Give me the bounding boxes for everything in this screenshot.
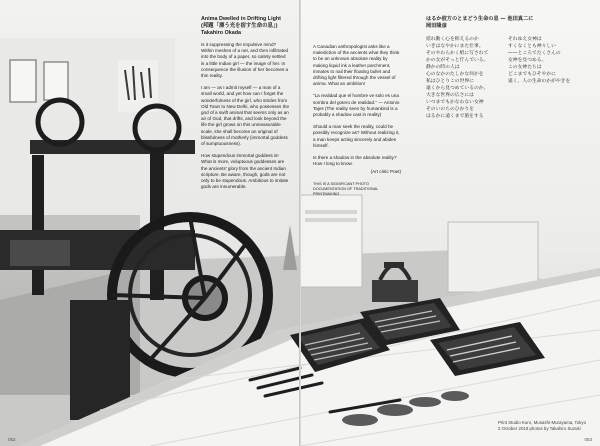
jp-line: 大きな世界の広さには bbox=[426, 93, 474, 98]
jp-essay-column-right bbox=[508, 36, 582, 120]
jp-line: 私はひとりこの世界に bbox=[426, 79, 474, 84]
jp-line: はるかに遠くまで旅をする bbox=[426, 114, 484, 119]
jp-line: 揺れ動く心を抑えるのか bbox=[426, 37, 479, 42]
essay-signature: (Art critic Poet) bbox=[370, 169, 401, 175]
jp-line: 心のなかのたしかな何かを bbox=[426, 72, 484, 77]
cabinet bbox=[448, 222, 538, 292]
jp-line: 女神を見つめる。 bbox=[508, 58, 547, 63]
framed-print-2 bbox=[44, 62, 68, 100]
essay-question-2: Is there a shadow in the absolute reality? How I long to know. bbox=[313, 155, 397, 167]
jp-line: どこまでもひそやかに bbox=[508, 72, 556, 77]
page-number-left: 052 bbox=[8, 437, 16, 442]
jp-line: すくなくとも神々しい bbox=[508, 44, 556, 49]
jp-line: いきはなやかにまた仕事。 bbox=[426, 44, 484, 49]
photo-credit bbox=[498, 420, 594, 432]
jp-line: 遠くから見つめているのか。 bbox=[426, 86, 489, 91]
essay-quote-intro: A Canadian anthropologist asks like a malediction of the ancients what they think to be an unknown absolute reality by making liquid ink a leather parchment, inmates to nail their floating bullet and drifting light filtered through the vessel of anima. What an ambition! bbox=[313, 44, 400, 87]
jp-line: 遠く、人の生命のかがやきを bbox=[508, 79, 571, 84]
traffic-cone bbox=[283, 225, 297, 270]
english-essay-left bbox=[201, 16, 289, 196]
essay-title: Anima Dwelled in Drifting Light bbox=[201, 16, 281, 22]
jp-line: そのやわらかく紙に写されて bbox=[426, 51, 489, 56]
credit-line-1: Print Studio Kuro, Musashi-Murayama, Tokyo bbox=[498, 420, 587, 425]
heater-unit bbox=[300, 195, 362, 287]
jp-line: それゆえ女神は bbox=[508, 37, 542, 42]
essay-author: Takahiro Okada bbox=[201, 30, 242, 36]
essay-paragraph-1: Is it suppressing the impulsive mind? Within meshes of a net, and then infiltrated into the body of a paper, so calmly settled is a little Indian girl — the image of her. In consequence the illusion of her becomes a thin reality. bbox=[201, 42, 289, 79]
jp-line: この女神たちは bbox=[508, 65, 542, 70]
essay-footnote: THIS IS A SIGNIFICANT PHOTO DOCUMENTATION OF TRADITIONAL PRINTMAKING bbox=[313, 181, 379, 196]
essay-question: Should a man seek the reality, could he possibly recognize as? Without realizing it, a man keeps acting sincerely and abides himself. bbox=[313, 124, 400, 148]
jp-line: 静かの時の人は bbox=[426, 65, 460, 70]
page-gutter bbox=[299, 0, 301, 446]
essay-paragraph-2: I am — as I admit myself — a man of a small world, and yet how can I forget the wonderfulness of the girl, who strides from Old Town to New Delhi, who possesses the god of a swift animal that seems only as an air of God, that drifts, and look beyond the life the girl grows on this unmeasurable scale, she shall become an original of blissfulness of motherly (immortal goddess of sumptuousness). bbox=[201, 85, 290, 147]
jp-line: かの女がそっと佇んでいる。 bbox=[426, 58, 489, 63]
jp-essay-author: 岡田隆彦 bbox=[426, 23, 447, 29]
jp-line: いつまでもかなわない女神 bbox=[426, 100, 484, 105]
english-essay-right bbox=[313, 44, 401, 203]
jp-essay-column-left bbox=[426, 36, 500, 120]
essay-paragraph-3: How stupendous immortal goddess is! What is more, voluptuous goddesses are the ancients' glory from the ancient Indian scripture. Be aware, though, gods are not only to be stupendous. Ambitious to imitate gods are innumerable. bbox=[201, 153, 289, 190]
japanese-essay bbox=[426, 16, 586, 120]
credit-line-2: 2 October 2019 photos by Takahiro Suzuki bbox=[498, 426, 581, 431]
framed-print-1 bbox=[10, 60, 36, 102]
jp-essay-title: はるか彼方のとまどう生命の息 — 池田真二に bbox=[426, 16, 534, 22]
page-number-right: 053 bbox=[584, 437, 592, 442]
essay-quote-spanish: "La realidad que el hombre ve solo es una sombra del gotero de realidad." — Antonio Tajes (The reality seen by humankind is a probably a shadow cast in reality) bbox=[313, 93, 400, 118]
essay-title-jp: (邦題「漂う光を宿す生命の息」) bbox=[201, 23, 278, 29]
jp-line: ——ところでたくさんの bbox=[508, 51, 561, 56]
small-press-base bbox=[372, 280, 418, 302]
jp-line: そのいのちのひかりを bbox=[426, 107, 474, 112]
